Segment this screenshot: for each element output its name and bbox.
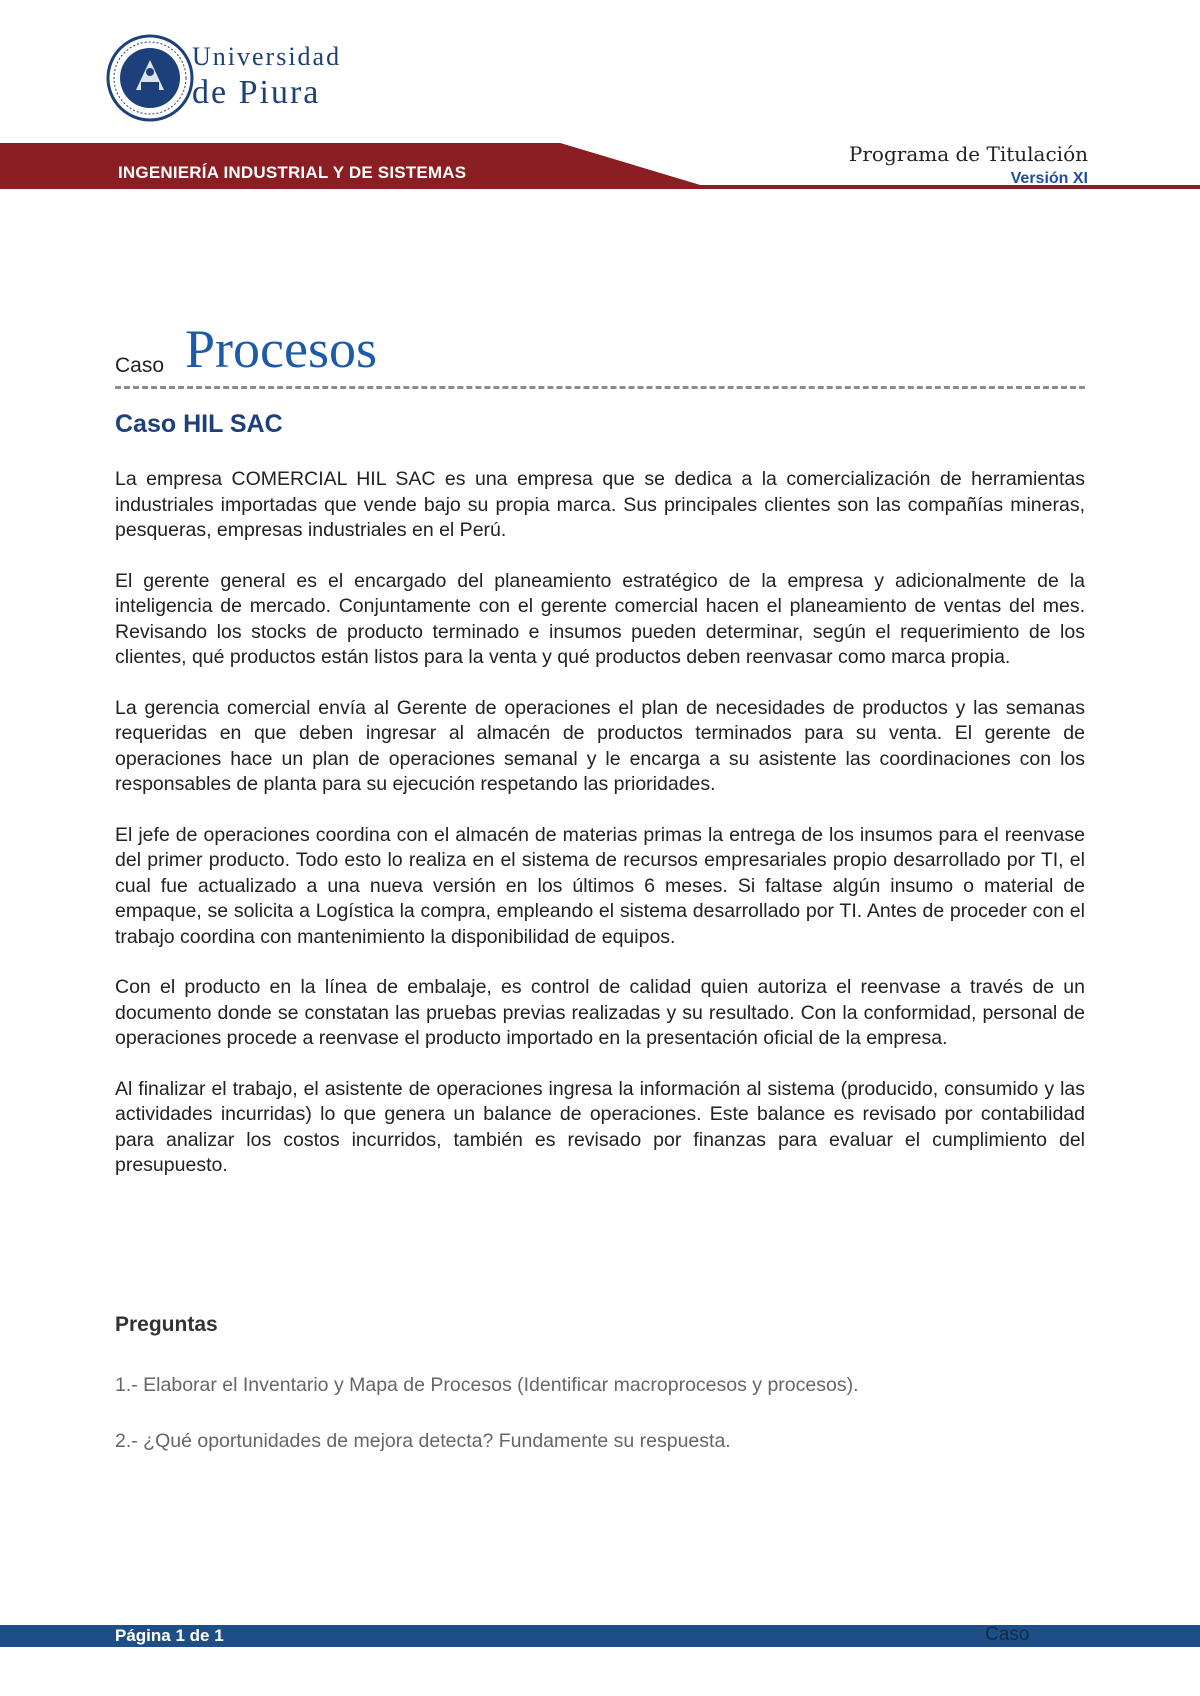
university-name-line2: de Piura — [192, 74, 321, 111]
university-name-line1: Universidad — [192, 42, 342, 71]
paragraph: La empresa COMERCIAL HIL SAC es una empresa que se dedica a la comercialización de herramientas industriales importadas que vende bajo su propia marca. Sus principales clientes son las compañías mineras, pesqueras, empresas industriales en el Perú. — [115, 468, 1085, 541]
title-divider — [115, 386, 1085, 389]
footer-label: Caso — [985, 1624, 1030, 1645]
case-label: Caso — [115, 354, 165, 377]
department-name: INGENIERÍA INDUSTRIAL Y DE SISTEMAS — [118, 163, 467, 182]
paragraph: La gerencia comercial envía al Gerente de operaciones el plan de necesidades de productos y las semanas requeridas en que deben ingresar al almacén de productos terminados para su venta. El gerente de operaciones hace un plan de operaciones semanal y le encarga a su asistente las coordinaciones con los responsables de planta para su ejecución respetando las prioridades. — [115, 696, 1085, 795]
page-number: Página 1 de 1 — [115, 1626, 224, 1645]
case-heading: Caso HIL SAC — [115, 410, 283, 438]
program-title: Programa de Titulación — [848, 142, 1088, 166]
page-title: Procesos — [185, 319, 377, 379]
case-body — [115, 467, 1085, 1204]
questions-section — [115, 1313, 1085, 1452]
paragraph: Con el producto en la línea de embalaje, es control de calidad quien autoriza el reenvase a través de un documento donde se constatan las pruebas previas realizadas y su resultado. Con la conformidad, personal de operaciones procede a reenvase el producto importado en la presentación oficial de la empresa. — [115, 976, 1085, 1049]
university-logo — [106, 34, 366, 126]
questions-heading: Preguntas — [115, 1313, 218, 1336]
paragraph: El jefe de operaciones coordina con el almacén de materias primas la entrega de los insumos para el reenvase del primer producto. Todo esto lo realiza en el sistema de recursos empresariales propio desarrollado por TI, el cual fue actualizado a una nueva versión en los últimos 6 meses. Si faltase algún insumo o material de empaque, se solicita a Logística la compra, empleando el sistema desarrollado por TI. Antes de proceder con el trabajo coordina con mantenimiento la disponibilidad de equipos. — [115, 823, 1085, 948]
university-seal-icon — [106, 34, 194, 122]
question-item: 2.- ¿Qué oportunidades de mejora detecta? Fundamente su respuesta. — [115, 1430, 731, 1452]
version-label: Versión XI — [1010, 170, 1088, 187]
paragraph: Al finalizar el trabajo, el asistente de operaciones ingresa la información al sistema (producido, consumido y las actividades incurridas) lo que genera un balance de operaciones. Este balance es revisado por contabilidad para analizar los costos incurridos, también es revisado por finanzas para evaluar el cumplimiento del presupuesto. — [115, 1077, 1085, 1176]
paragraph: El gerente general es el encargado del planeamiento estratégico de la empresa y adicionalmente de la inteligencia de mercado. Conjuntamente con el gerente comercial hacen el planeamiento de ventas del mes. Revisando los stocks de producto terminado e insumos pueden determinar, según el requerimiento de los clientes, qué productos están listos para la venta y qué productos deben reenvasar como marca propia. — [115, 569, 1085, 668]
university-name — [192, 44, 341, 110]
question-item: 1.- Elaborar el Inventario y Mapa de Procesos (Identificar macroprocesos y procesos). — [115, 1374, 859, 1396]
